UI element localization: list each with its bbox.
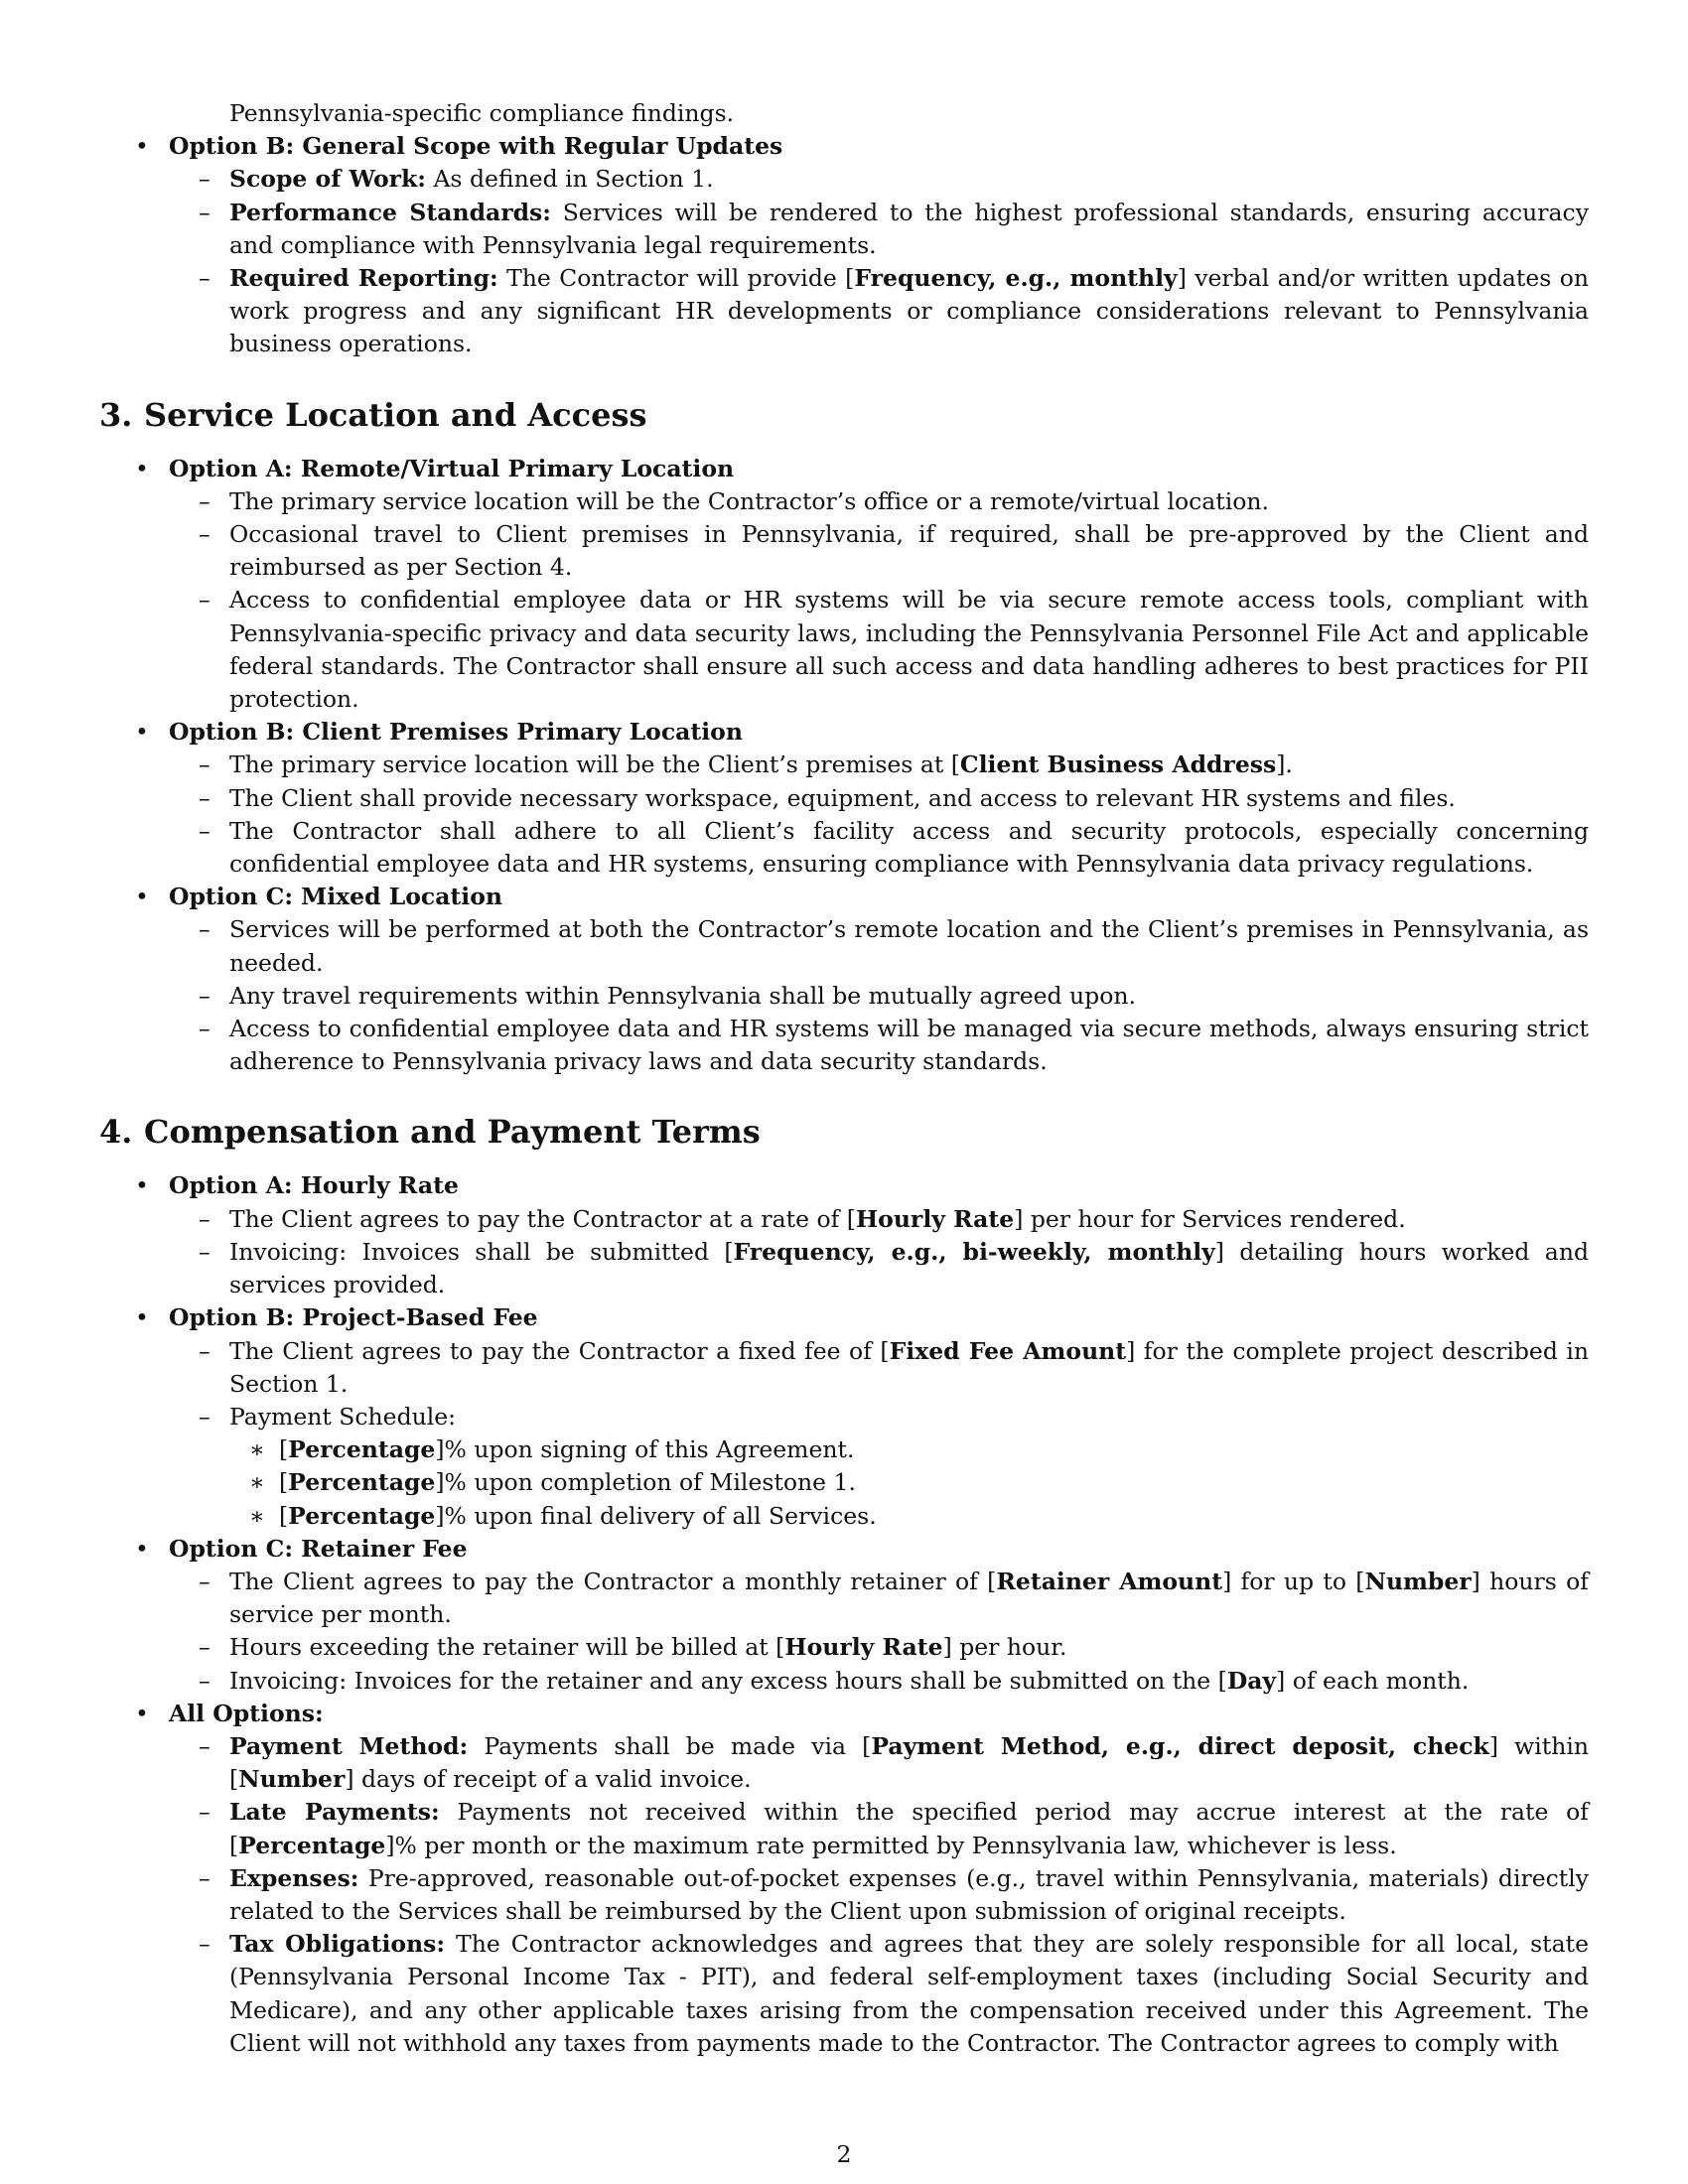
item-text: The primary service location will be the Client’s premises at [ — [229, 751, 960, 779]
list-item — [99, 584, 1589, 716]
dash-marker: – — [199, 1666, 211, 1695]
list-item-late-payments — [99, 1796, 1589, 1861]
item-text: Hours exceeding the retainer will be billed at [ — [229, 1633, 785, 1662]
list-item — [99, 782, 1589, 815]
dash-marker: – — [199, 915, 211, 944]
page-content — [99, 97, 1589, 2060]
item-text: The Client agrees to pay the Contractor a fixed fee of [ — [229, 1336, 890, 1365]
section-number: 3. — [99, 395, 133, 434]
item-text: ] for up to [ — [1222, 1567, 1365, 1595]
list-item — [99, 1236, 1589, 1301]
item-text: ] verbal and/or written updates on work progress and any significant HR developments or compliance considerations relevant to Pennsylvania business operations. — [229, 264, 1589, 358]
dash-marker: – — [199, 1402, 211, 1431]
item-text: The Client agrees to pay the Contractor a monthly retainer of [ — [229, 1567, 997, 1595]
option-label: Option A: Hourly Rate — [169, 1171, 459, 1200]
dash-marker: – — [199, 816, 211, 845]
list-item — [99, 1631, 1589, 1664]
dash-marker: – — [199, 1930, 211, 1959]
placeholder-field: Fixed Fee Amount — [889, 1336, 1127, 1365]
bullet-marker: • — [135, 1699, 149, 1727]
item-text: The primary service location will be the Contractor’s office or a remote/virtual location. — [229, 486, 1270, 515]
item-text: ] of each month. — [1276, 1666, 1470, 1695]
option-label: Option B: Client Premises Primary Location — [169, 718, 743, 747]
section-heading-3 — [99, 395, 1589, 435]
item-text: ] per hour. — [942, 1633, 1067, 1662]
item-text: The Client agrees to pay the Contractor at a rate of [ — [229, 1204, 856, 1233]
list-item — [99, 1566, 1589, 1631]
list-item — [99, 749, 1589, 781]
item-text: ] detailing hours worked and services provided. — [229, 1237, 1589, 1299]
item-text: The Contractor acknowledges and agrees that they are solely responsible for all local, state (Pennsylvania Personal Income Tax - PIT), and federal self-employment taxes (including Social Security and Medicare), and any other applicable taxes arising from the compensation received under this Agreement. The Client will not withhold any taxes from payments made to the Contractor. The Contractor agrees to comply with — [229, 1930, 1589, 2057]
item-text: ]. — [1276, 751, 1293, 779]
option-label: Option C: Retainer Fee — [169, 1534, 468, 1563]
dash-marker: – — [199, 751, 211, 779]
dash-marker: – — [199, 520, 211, 549]
placeholder-field: Payment Method, e.g., direct deposit, check — [871, 1731, 1489, 1760]
option-label: All Options: — [169, 1699, 324, 1727]
item-label: Payment Method: — [229, 1731, 469, 1760]
item-text: Services will be performed at both the Contractor’s remote location and the Client’s premises in Pennsylvania, as needed. — [229, 915, 1589, 977]
item-text: ] for the complete project described in Section 1. — [229, 1336, 1590, 1398]
dash-marker: – — [199, 586, 211, 614]
list-item — [99, 1013, 1589, 1078]
item-text: Access to confidential employee data and HR systems will be managed via secure methods, always ensuring strict adherence to Pennsylvania privacy laws and data security standards. — [229, 1015, 1589, 1076]
item-label: Late Payments: — [229, 1798, 440, 1827]
bullet-marker: • — [135, 132, 149, 161]
placeholder-field: Percentage — [288, 1501, 436, 1530]
list-item — [99, 518, 1589, 584]
schedule-item: ∗ [Percentage]% upon signing of this Agreement. — [99, 1433, 1589, 1466]
list-item — [99, 1335, 1589, 1401]
bullet-marker: • — [135, 883, 149, 911]
list-item-performance-standards — [99, 197, 1589, 262]
dash-marker: – — [199, 1731, 211, 1760]
list-item-expenses — [99, 1862, 1589, 1928]
option-b-project-fee — [99, 1301, 1589, 1334]
option-b-general-scope — [99, 130, 1589, 163]
item-text: Pre-approved, reasonable out-of-pocket expenses (e.g., travel within Pennsylvania, materials) directly related to the Services shall be reimbursed by the Client upon submission of original receipts. — [229, 1863, 1589, 1925]
item-label: Expenses: — [229, 1863, 359, 1892]
asterisk-marker: ∗ — [249, 1468, 265, 1497]
item-text: The Contractor shall adhere to all Client’s facility access and security protocols, especially concerning confidential employee data and HR systems, ensuring compliance with Pennsylvania data privacy regulations. — [229, 816, 1589, 879]
placeholder-field: Client Business Address — [959, 751, 1277, 779]
item-text: As defined in Section 1. — [425, 165, 714, 194]
all-options — [99, 1698, 1589, 1730]
dash-marker: – — [199, 1633, 211, 1662]
dash-marker: – — [199, 1798, 211, 1827]
item-label: Required Reporting: — [229, 264, 498, 293]
list-item-scope-of-work — [99, 163, 1589, 196]
dash-marker: – — [199, 1204, 211, 1233]
item-text: The Contractor will provide [ — [497, 264, 855, 293]
item-text: ] per hour for Services rendered. — [1014, 1204, 1406, 1233]
item-text: Services will be rendered to the highest professional standards, ensuring accuracy and compliance with Pennsylvania legal requirements. — [229, 198, 1589, 259]
item-text: Invoicing: Invoices shall be submitted [ — [229, 1237, 734, 1266]
item-text: ]% upon signing of this Agreement. — [435, 1435, 855, 1464]
item-text: ]% upon final delivery of all Services. — [435, 1501, 877, 1530]
item-text: Payments shall be made via [ — [468, 1731, 872, 1760]
list-item — [99, 1203, 1589, 1236]
dash-marker: – — [199, 981, 211, 1010]
list-item-tax-obligations — [99, 1928, 1589, 2060]
bullet-marker: • — [135, 1303, 149, 1332]
item-text: ]% per month or the maximum rate permitted by Pennsylvania law, whichever is less. — [385, 1831, 1397, 1859]
option-label: Option B: Project-Based Fee — [169, 1303, 538, 1332]
dash-marker: – — [199, 1336, 211, 1365]
item-text: Occasional travel to Client premises in Pennsylvania, if required, shall be pre-approved by the Client and reimbursed as per Section 4. — [229, 520, 1589, 582]
option-c-mixed-location — [99, 881, 1589, 913]
bullet-marker: • — [135, 718, 149, 747]
dash-marker: – — [199, 165, 211, 194]
list-item — [99, 815, 1589, 881]
item-label: Tax Obligations: — [229, 1930, 446, 1959]
placeholder-field: Day — [1226, 1666, 1277, 1695]
option-b-client-premises — [99, 716, 1589, 749]
placeholder-field: Hourly Rate — [784, 1633, 943, 1662]
section-title: Compensation and Payment Terms — [144, 1113, 761, 1152]
item-text: Payment Schedule: — [229, 1402, 457, 1431]
item-text: Payments not received within the specified period may accrue interest at the rate of [ — [229, 1798, 1590, 1859]
item-text: ] within [ — [229, 1731, 1589, 1794]
list-item — [99, 1665, 1589, 1698]
section-number: 4. — [99, 1113, 133, 1152]
placeholder-field: Number — [238, 1765, 346, 1794]
list-item — [99, 913, 1589, 979]
option-label: Option C: Mixed Location — [169, 883, 502, 911]
page-number: 2 — [836, 2140, 852, 2168]
placeholder-field: Percentage — [288, 1468, 436, 1497]
section-heading-4 — [99, 1112, 1589, 1152]
dash-marker: – — [199, 1863, 211, 1892]
dash-marker: – — [199, 486, 211, 515]
dash-marker: – — [199, 783, 211, 812]
option-a-hourly-rate — [99, 1169, 1589, 1202]
list-item — [99, 1401, 1589, 1433]
schedule-item: ∗ [Percentage]% upon final delivery of all Services. — [99, 1500, 1589, 1533]
list-item — [99, 485, 1589, 518]
option-a-remote — [99, 453, 1589, 485]
asterisk-marker: ∗ — [249, 1501, 265, 1530]
item-text: ] hours of service per month. — [229, 1567, 1589, 1629]
bullet-marker: • — [135, 1534, 149, 1563]
dash-marker: – — [199, 264, 211, 293]
dash-marker: – — [199, 1015, 211, 1043]
option-label: Option B: General Scope with Regular Updates — [169, 132, 783, 161]
option-label: Option A: Remote/Virtual Primary Location — [169, 454, 735, 482]
placeholder-field: Frequency, e.g., bi-weekly, monthly — [733, 1237, 1215, 1266]
item-text: ]% upon completion of Milestone 1. — [435, 1468, 856, 1497]
asterisk-marker: ∗ — [249, 1435, 265, 1464]
placeholder-field: Hourly Rate — [855, 1204, 1015, 1233]
section-title: Service Location and Access — [144, 395, 647, 434]
item-text: Invoicing: Invoices for the retainer and any excess hours shall be submitted on the [ — [229, 1666, 1227, 1695]
placeholder-field: Retainer Amount — [996, 1567, 1223, 1595]
bullet-marker: • — [135, 1171, 149, 1200]
list-item — [99, 980, 1589, 1013]
bullet-marker: • — [135, 454, 149, 482]
schedule-item: ∗ [Percentage]% upon completion of Milestone 1. — [99, 1466, 1589, 1499]
placeholder-field: Percentage — [238, 1831, 386, 1859]
placeholder-field: Frequency, e.g., monthly — [854, 264, 1178, 293]
item-text: Any travel requirements within Pennsylvania shall be mutually agreed upon. — [229, 981, 1136, 1010]
item-text: Access to confidential employee data or HR systems will be via secure remote access tools, compliant with Pennsylvania-specific privacy and data security laws, including the Pennsylvania Personnel File Act and applicable federal standards. The Contractor shall ensure all such access and data handling adheres to best practices for PII protection. — [229, 586, 1589, 714]
option-c-retainer-fee — [99, 1533, 1589, 1566]
continuation-text: Pennsylvania-specific compliance findings. — [229, 99, 735, 127]
placeholder-field: Percentage — [288, 1435, 436, 1464]
list-item-required-reporting — [99, 262, 1589, 361]
placeholder-field: Number — [1364, 1567, 1472, 1595]
dash-marker: – — [199, 1237, 211, 1266]
item-label: Performance Standards: — [229, 198, 551, 226]
item-label: Scope of Work: — [229, 165, 426, 194]
item-text: The Client shall provide necessary workspace, equipment, and access to relevant HR systems and files. — [229, 783, 1456, 812]
dash-marker: – — [199, 198, 211, 226]
dash-marker: – — [199, 1567, 211, 1595]
list-item-payment-method — [99, 1730, 1589, 1796]
item-text: ] days of receipt of a valid invoice. — [345, 1765, 752, 1794]
